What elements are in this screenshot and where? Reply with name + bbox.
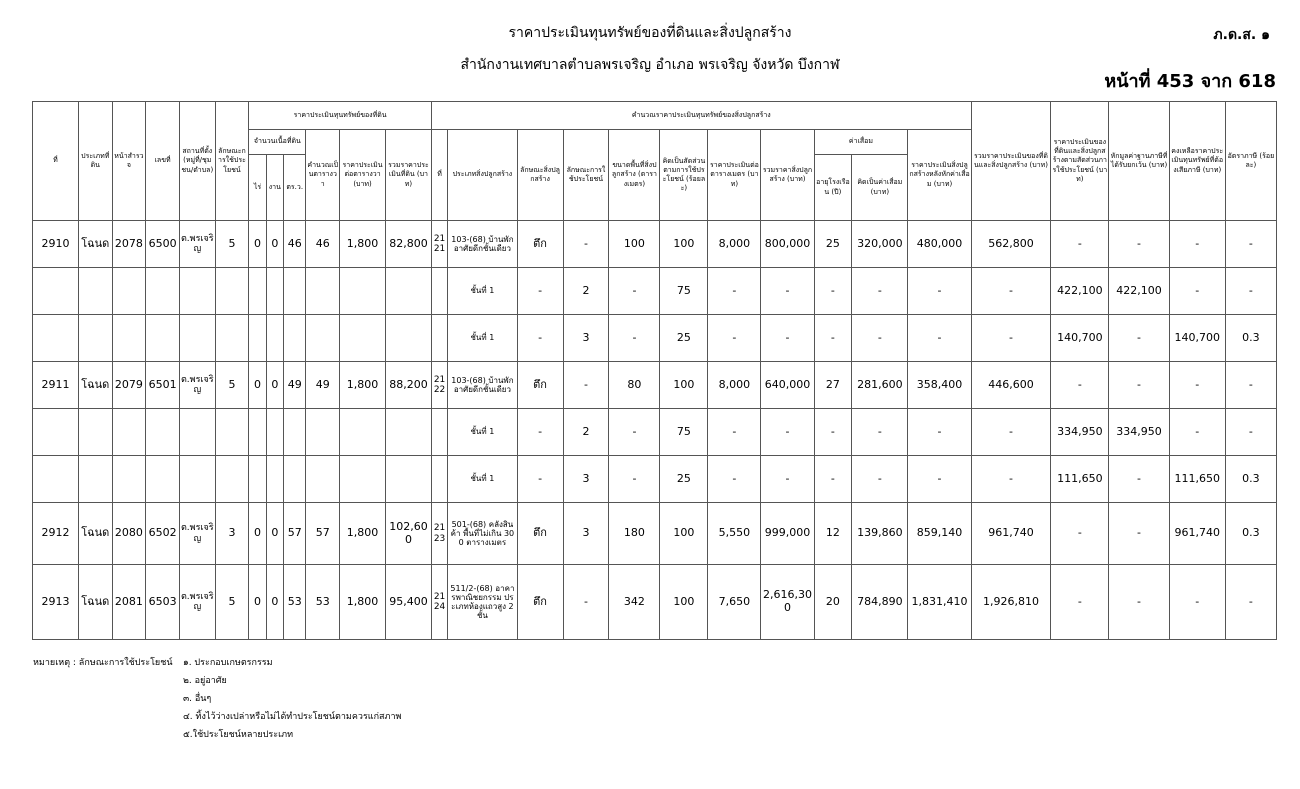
cell-rate: 0.3 <box>1225 456 1276 503</box>
cell-total-land <box>386 315 432 362</box>
table-row <box>33 565 1277 640</box>
cell-usage: 5 <box>215 362 249 409</box>
cell-btype: 511/2-(68) อาคารพาณิชยกรรม ประเภทห้องแถวสูง 2ชั้น <box>448 565 517 640</box>
cell-busage: - <box>563 362 609 409</box>
page-number: หน้าที่ 453 จาก 618 <box>1104 71 1276 92</box>
cell-age: 20 <box>814 565 852 640</box>
cell-location <box>179 456 215 503</box>
cell-remain: 111,650 <box>1169 456 1225 503</box>
form-code: ภ.ด.ส. ๑ <box>1213 27 1270 43</box>
cell-no <box>33 268 79 315</box>
cell-ppsw: 1,800 <box>340 503 386 565</box>
cell-no <box>33 456 79 503</box>
cell-area: 180 <box>609 503 660 565</box>
cell-exempt: 422,100 <box>1109 268 1169 315</box>
cell-remain: - <box>1169 221 1225 268</box>
col-location: สถานที่ตั้ง(หมู่ที่/ชุมชน/ตำบล) <box>179 102 215 221</box>
cell-land-type <box>78 268 112 315</box>
cell-busage: - <box>563 221 609 268</box>
cell-usage: 5 <box>215 221 249 268</box>
notes-label: หมายเหตุ : ลักษณะการใช้ประโยชน์ <box>33 658 173 668</box>
col-age: อายุโรงเรือน (ปี) <box>814 155 852 221</box>
cell-busage: - <box>563 565 609 640</box>
cell-dep: 139,860 <box>852 503 908 565</box>
col-exemption: หักมูลค่าฐานภาษีที่ได้รับยกเว้น (บาท) <box>1109 102 1169 221</box>
group-depreciation-header: ค่าเสื่อม <box>814 130 908 155</box>
document-subtitle: สำนักงานเทศบาลตำบลพรเจริญ อำเภอ พรเจริญ จังหวัด บึงกาฬ <box>460 57 840 73</box>
cell-sum: - <box>971 409 1051 456</box>
cell-total-land: 88,200 <box>386 362 432 409</box>
cell-total-b: 999,000 <box>761 503 814 565</box>
cell-remain: - <box>1169 268 1225 315</box>
cell-number: 6500 <box>146 221 180 268</box>
cell-bno <box>431 456 447 503</box>
cell-ngan: 0 <box>266 221 283 268</box>
cell-ppsm: 5,550 <box>708 503 761 565</box>
cell-number <box>146 456 180 503</box>
col-land-type: ประเภทที่ดิน <box>78 102 112 221</box>
cell-age: - <box>814 456 852 503</box>
cell-dep: 281,600 <box>852 362 908 409</box>
table-row <box>33 503 1277 565</box>
cell-usage: 3 <box>215 503 249 565</box>
cell-area: 80 <box>609 362 660 409</box>
cell-ratio: 100 <box>660 565 708 640</box>
cell-total-land: 82,800 <box>386 221 432 268</box>
cell-ngan: 0 <box>266 362 283 409</box>
cell-bkind: - <box>517 315 563 362</box>
cell-bkind: ตึก <box>517 221 563 268</box>
table-row <box>33 362 1277 409</box>
note-item: ๕.ใช้ประโยชน์หลายประเภท <box>183 730 294 740</box>
cell-bkind: ตึก <box>517 362 563 409</box>
cell-rate: - <box>1225 409 1276 456</box>
cell-no: 2912 <box>33 503 79 565</box>
cell-remain: - <box>1169 409 1225 456</box>
cell-bkind: ตึก <box>517 565 563 640</box>
cell-ppsm: 8,000 <box>708 221 761 268</box>
group-land-header: ราคาประเมินทุนทรัพย์ของที่ดิน <box>249 102 432 130</box>
note-item: ๓. อื่นๆ <box>183 694 212 704</box>
cell-total-land: 95,400 <box>386 565 432 640</box>
cell-no <box>33 409 79 456</box>
cell-prop: 334,950 <box>1051 409 1109 456</box>
cell-remain: - <box>1169 565 1225 640</box>
cell-total-b: - <box>761 315 814 362</box>
cell-dep: 784,890 <box>852 565 908 640</box>
cell-usage <box>215 315 249 362</box>
cell-age: - <box>814 315 852 362</box>
cell-sqwa <box>283 456 305 503</box>
cell-dep: - <box>852 456 908 503</box>
cell-bkind: - <box>517 409 563 456</box>
col-price-per-sqwa: ราคาประเมินต่อตารางวา (บาท) <box>340 130 386 221</box>
col-after-dep: ราคาประเมินสิ่งปลูกสร้างหลังหักค่าเสื่อม (บาท) <box>908 130 971 221</box>
cell-exempt: - <box>1109 315 1169 362</box>
cell-ppsm: - <box>708 315 761 362</box>
cell-calc: 46 <box>306 221 340 268</box>
cell-age: - <box>814 409 852 456</box>
cell-rate: - <box>1225 362 1276 409</box>
cell-land-type: โฉนด <box>78 503 112 565</box>
col-building-kind: ลักษณะสิ่งปลูกสร้าง <box>517 130 563 221</box>
cell-busage: 3 <box>563 315 609 362</box>
table-row <box>33 268 1277 315</box>
note-item: ๔. ทิ้งไว้ว่างเปล่าหรือไม่ได้ทำประโยชน์ตามควรแก่สภาพ <box>183 712 402 722</box>
cell-ppsm: 7,650 <box>708 565 761 640</box>
cell-sum: 961,740 <box>971 503 1051 565</box>
cell-busage: 2 <box>563 409 609 456</box>
cell-after: 1,831,410 <box>908 565 971 640</box>
cell-btype: ชั้นที่ 1 <box>448 456 517 503</box>
cell-sqwa: 46 <box>283 221 305 268</box>
cell-total-b: - <box>761 268 814 315</box>
cell-calc <box>306 315 340 362</box>
cell-exempt: - <box>1109 221 1169 268</box>
cell-usage <box>215 268 249 315</box>
cell-after: 859,140 <box>908 503 971 565</box>
cell-prop: 111,650 <box>1051 456 1109 503</box>
cell-ngan <box>266 456 283 503</box>
cell-prop: - <box>1051 221 1109 268</box>
cell-btype: ชั้นที่ 1 <box>448 409 517 456</box>
col-sqwa: ตร.ว. <box>283 155 305 221</box>
col-building-type: ประเภทสิ่งปลูกสร้าง <box>448 130 517 221</box>
cell-total-b: 800,000 <box>761 221 814 268</box>
cell-area: - <box>609 315 660 362</box>
cell-sqwa <box>283 315 305 362</box>
cell-area: - <box>609 268 660 315</box>
cell-number <box>146 315 180 362</box>
cell-sum: - <box>971 315 1051 362</box>
cell-prop: 140,700 <box>1051 315 1109 362</box>
cell-location: ต.พรเจริญ <box>179 362 215 409</box>
assessment-table <box>32 101 1277 640</box>
cell-ppsw: 1,800 <box>340 565 386 640</box>
cell-location: ต.พรเจริญ <box>179 503 215 565</box>
cell-location <box>179 315 215 362</box>
cell-after: - <box>908 315 971 362</box>
cell-survey-page: 2079 <box>112 362 146 409</box>
cell-ratio: 25 <box>660 456 708 503</box>
cell-ngan: 0 <box>266 565 283 640</box>
cell-busage: 2 <box>563 268 609 315</box>
cell-survey-page: 2081 <box>112 565 146 640</box>
col-usage-ratio: คิดเป็นสัดส่วนตามการใช้ประโยชน์ (ร้อยละ) <box>660 130 708 221</box>
cell-number: 6502 <box>146 503 180 565</box>
table-row <box>33 315 1277 362</box>
cell-sum: - <box>971 456 1051 503</box>
cell-btype: ชั้นที่ 1 <box>448 315 517 362</box>
cell-survey-page <box>112 456 146 503</box>
cell-location <box>179 268 215 315</box>
cell-ppsw <box>340 456 386 503</box>
cell-rate: - <box>1225 565 1276 640</box>
cell-location: ต.พรเจริญ <box>179 565 215 640</box>
cell-bno: 21 23 <box>431 503 447 565</box>
cell-rate: - <box>1225 221 1276 268</box>
cell-area: 100 <box>609 221 660 268</box>
cell-dep: - <box>852 315 908 362</box>
cell-ratio: 25 <box>660 315 708 362</box>
col-remaining: คงเหลือราคาประเมินทุนทรัพย์ที่ต้องเสียภาษี (บาท) <box>1169 102 1225 221</box>
cell-calc <box>306 456 340 503</box>
note-item: ๒. อยู่อาศัย <box>183 676 227 686</box>
cell-no <box>33 315 79 362</box>
cell-ngan <box>266 409 283 456</box>
cell-ppsm: - <box>708 409 761 456</box>
cell-calc <box>306 268 340 315</box>
cell-no: 2913 <box>33 565 79 640</box>
cell-after: - <box>908 268 971 315</box>
cell-number: 6501 <box>146 362 180 409</box>
col-area-sqm: ขนาดพื้นที่สิ่งปลูกสร้าง (ตารางเมตร) <box>609 130 660 221</box>
cell-bkind: ตึก <box>517 503 563 565</box>
cell-dep: 320,000 <box>852 221 908 268</box>
cell-survey-page: 2080 <box>112 503 146 565</box>
cell-calc <box>306 409 340 456</box>
cell-survey-page <box>112 268 146 315</box>
cell-number <box>146 409 180 456</box>
col-building-usage: ลักษณะการใช้ประโยชน์ <box>563 130 609 221</box>
cell-exempt: - <box>1109 362 1169 409</box>
cell-rai <box>249 456 266 503</box>
cell-ppsm: - <box>708 456 761 503</box>
cell-location <box>179 409 215 456</box>
cell-total-land <box>386 409 432 456</box>
col-number: เลขที่ <box>146 102 180 221</box>
cell-rai <box>249 268 266 315</box>
cell-sum: 562,800 <box>971 221 1051 268</box>
col-total-land-building: รวมราคาประเมินของที่ดินและสิ่งปลูกสร้าง (บาท) <box>971 102 1051 221</box>
cell-sqwa <box>283 409 305 456</box>
cell-age: 27 <box>814 362 852 409</box>
group-building-header: คำนวณราคาประเมินทุนทรัพย์ของสิ่งปลูกสร้าง <box>431 102 971 130</box>
col-prop-value: ราคาประเมินของที่ดินและสิ่งปลูกสร้างตามสัดส่วนการใช้ประโยชน์ (บาท) <box>1051 102 1109 221</box>
cell-after: 480,000 <box>908 221 971 268</box>
cell-ratio: 100 <box>660 362 708 409</box>
cell-bno: 21 24 <box>431 565 447 640</box>
cell-land-type: โฉนด <box>78 565 112 640</box>
cell-ngan <box>266 268 283 315</box>
cell-bkind: - <box>517 456 563 503</box>
cell-usage <box>215 456 249 503</box>
cell-total-b: - <box>761 409 814 456</box>
cell-ngan: 0 <box>266 503 283 565</box>
cell-dep: - <box>852 268 908 315</box>
cell-btype: ชั้นที่ 1 <box>448 268 517 315</box>
cell-prop: 422,100 <box>1051 268 1109 315</box>
cell-ppsm: 8,000 <box>708 362 761 409</box>
cell-rate: - <box>1225 268 1276 315</box>
col-building-no: ที่ <box>431 130 447 221</box>
cell-prop: - <box>1051 565 1109 640</box>
col-calc-sqwa: คำนวณเป็นตารางวา <box>306 130 340 221</box>
cell-exempt: - <box>1109 565 1169 640</box>
cell-no: 2910 <box>33 221 79 268</box>
col-dep-amount: คิดเป็นค่าเสื่อม (บาท) <box>852 155 908 221</box>
cell-rai: 0 <box>249 565 266 640</box>
cell-number: 6503 <box>146 565 180 640</box>
cell-after: - <box>908 456 971 503</box>
document-title: ราคาประเมินทุนทรัพย์ของที่ดินและสิ่งปลูกสร้าง <box>508 25 792 41</box>
cell-exempt: - <box>1109 503 1169 565</box>
cell-exempt: 334,950 <box>1109 409 1169 456</box>
col-usage: ลักษณะการใช้ประโยชน์ <box>215 102 249 221</box>
cell-sqwa: 49 <box>283 362 305 409</box>
cell-calc: 53 <box>306 565 340 640</box>
cell-bno: 21 21 <box>431 221 447 268</box>
cell-ngan <box>266 315 283 362</box>
table-row <box>33 456 1277 503</box>
cell-land-type <box>78 456 112 503</box>
col-total-building: รวมราคาสิ่งปลูกสร้าง (บาท) <box>761 130 814 221</box>
cell-number <box>146 268 180 315</box>
col-survey-page: หน้าสำรวจ <box>112 102 146 221</box>
cell-remain: 140,700 <box>1169 315 1225 362</box>
cell-sqwa: 53 <box>283 565 305 640</box>
cell-rate: 0.3 <box>1225 503 1276 565</box>
cell-ratio: 100 <box>660 221 708 268</box>
cell-bno: 21 22 <box>431 362 447 409</box>
cell-btype: 103-(68) บ้านพักอาศัยดีกชั้นเดียว <box>448 362 517 409</box>
cell-survey-page <box>112 409 146 456</box>
cell-ppsw: 1,800 <box>340 362 386 409</box>
cell-total-land <box>386 456 432 503</box>
cell-sqwa: 57 <box>283 503 305 565</box>
cell-ppsw: 1,800 <box>340 221 386 268</box>
cell-total-land <box>386 268 432 315</box>
cell-btype: 103-(68) บ้านพักอาศัยดีกชั้นเดียว <box>448 221 517 268</box>
cell-location: ต.พรเจริญ <box>179 221 215 268</box>
cell-bno <box>431 409 447 456</box>
cell-calc: 57 <box>306 503 340 565</box>
cell-calc: 49 <box>306 362 340 409</box>
cell-age: 25 <box>814 221 852 268</box>
cell-rai <box>249 409 266 456</box>
cell-bkind: - <box>517 268 563 315</box>
cell-area: 342 <box>609 565 660 640</box>
table-row <box>33 221 1277 268</box>
col-tax-rate: อัตราภาษี (ร้อยละ) <box>1225 102 1276 221</box>
note-item: ๑. ประกอบเกษตรกรรม <box>183 658 273 668</box>
cell-total-b: 640,000 <box>761 362 814 409</box>
cell-area: - <box>609 456 660 503</box>
cell-usage <box>215 409 249 456</box>
cell-survey-page: 2078 <box>112 221 146 268</box>
cell-total-land: 102,600 <box>386 503 432 565</box>
cell-bno <box>431 315 447 362</box>
cell-ratio: 75 <box>660 409 708 456</box>
cell-btype: 501-(68) คลังสินค้า พื้นที่ไม่เกิน 300 ตารางเมตร <box>448 503 517 565</box>
table-body <box>33 221 1277 640</box>
cell-sum: 1,926,810 <box>971 565 1051 640</box>
col-no: ที่ <box>33 102 79 221</box>
cell-rate: 0.3 <box>1225 315 1276 362</box>
cell-ppsw <box>340 315 386 362</box>
cell-land-type: โฉนด <box>78 362 112 409</box>
cell-ppsm: - <box>708 268 761 315</box>
cell-busage: 3 <box>563 456 609 503</box>
cell-age: 12 <box>814 503 852 565</box>
cell-prop: - <box>1051 362 1109 409</box>
col-total-land: รวมราคาประเมินที่ดิน (บาท) <box>386 130 432 221</box>
cell-total-b: 2,616,300 <box>761 565 814 640</box>
cell-sqwa <box>283 268 305 315</box>
cell-ratio: 75 <box>660 268 708 315</box>
cell-land-type <box>78 315 112 362</box>
cell-after: 358,400 <box>908 362 971 409</box>
cell-bno <box>431 268 447 315</box>
cell-ratio: 100 <box>660 503 708 565</box>
cell-remain: 961,740 <box>1169 503 1225 565</box>
cell-sum: - <box>971 268 1051 315</box>
cell-usage: 5 <box>215 565 249 640</box>
cell-age: - <box>814 268 852 315</box>
cell-no: 2911 <box>33 362 79 409</box>
cell-ppsw <box>340 409 386 456</box>
cell-exempt: - <box>1109 456 1169 503</box>
col-price-per-sqm: ราคาประเมินต่อตารางเมตร (บาท) <box>708 130 761 221</box>
cell-rai <box>249 315 266 362</box>
col-rai: ไร่ <box>249 155 266 221</box>
cell-busage: 3 <box>563 503 609 565</box>
cell-rai: 0 <box>249 362 266 409</box>
cell-land-type: โฉนด <box>78 221 112 268</box>
group-area-header: จำนวนเนื้อที่ดิน <box>249 130 306 155</box>
col-ngan: งาน <box>266 155 283 221</box>
cell-after: - <box>908 409 971 456</box>
cell-area: - <box>609 409 660 456</box>
cell-land-type <box>78 409 112 456</box>
table-row <box>33 409 1277 456</box>
cell-prop: - <box>1051 503 1109 565</box>
cell-rai: 0 <box>249 221 266 268</box>
cell-rai: 0 <box>249 503 266 565</box>
cell-survey-page <box>112 315 146 362</box>
cell-remain: - <box>1169 362 1225 409</box>
cell-total-b: - <box>761 456 814 503</box>
cell-dep: - <box>852 409 908 456</box>
cell-ppsw <box>340 268 386 315</box>
cell-sum: 446,600 <box>971 362 1051 409</box>
